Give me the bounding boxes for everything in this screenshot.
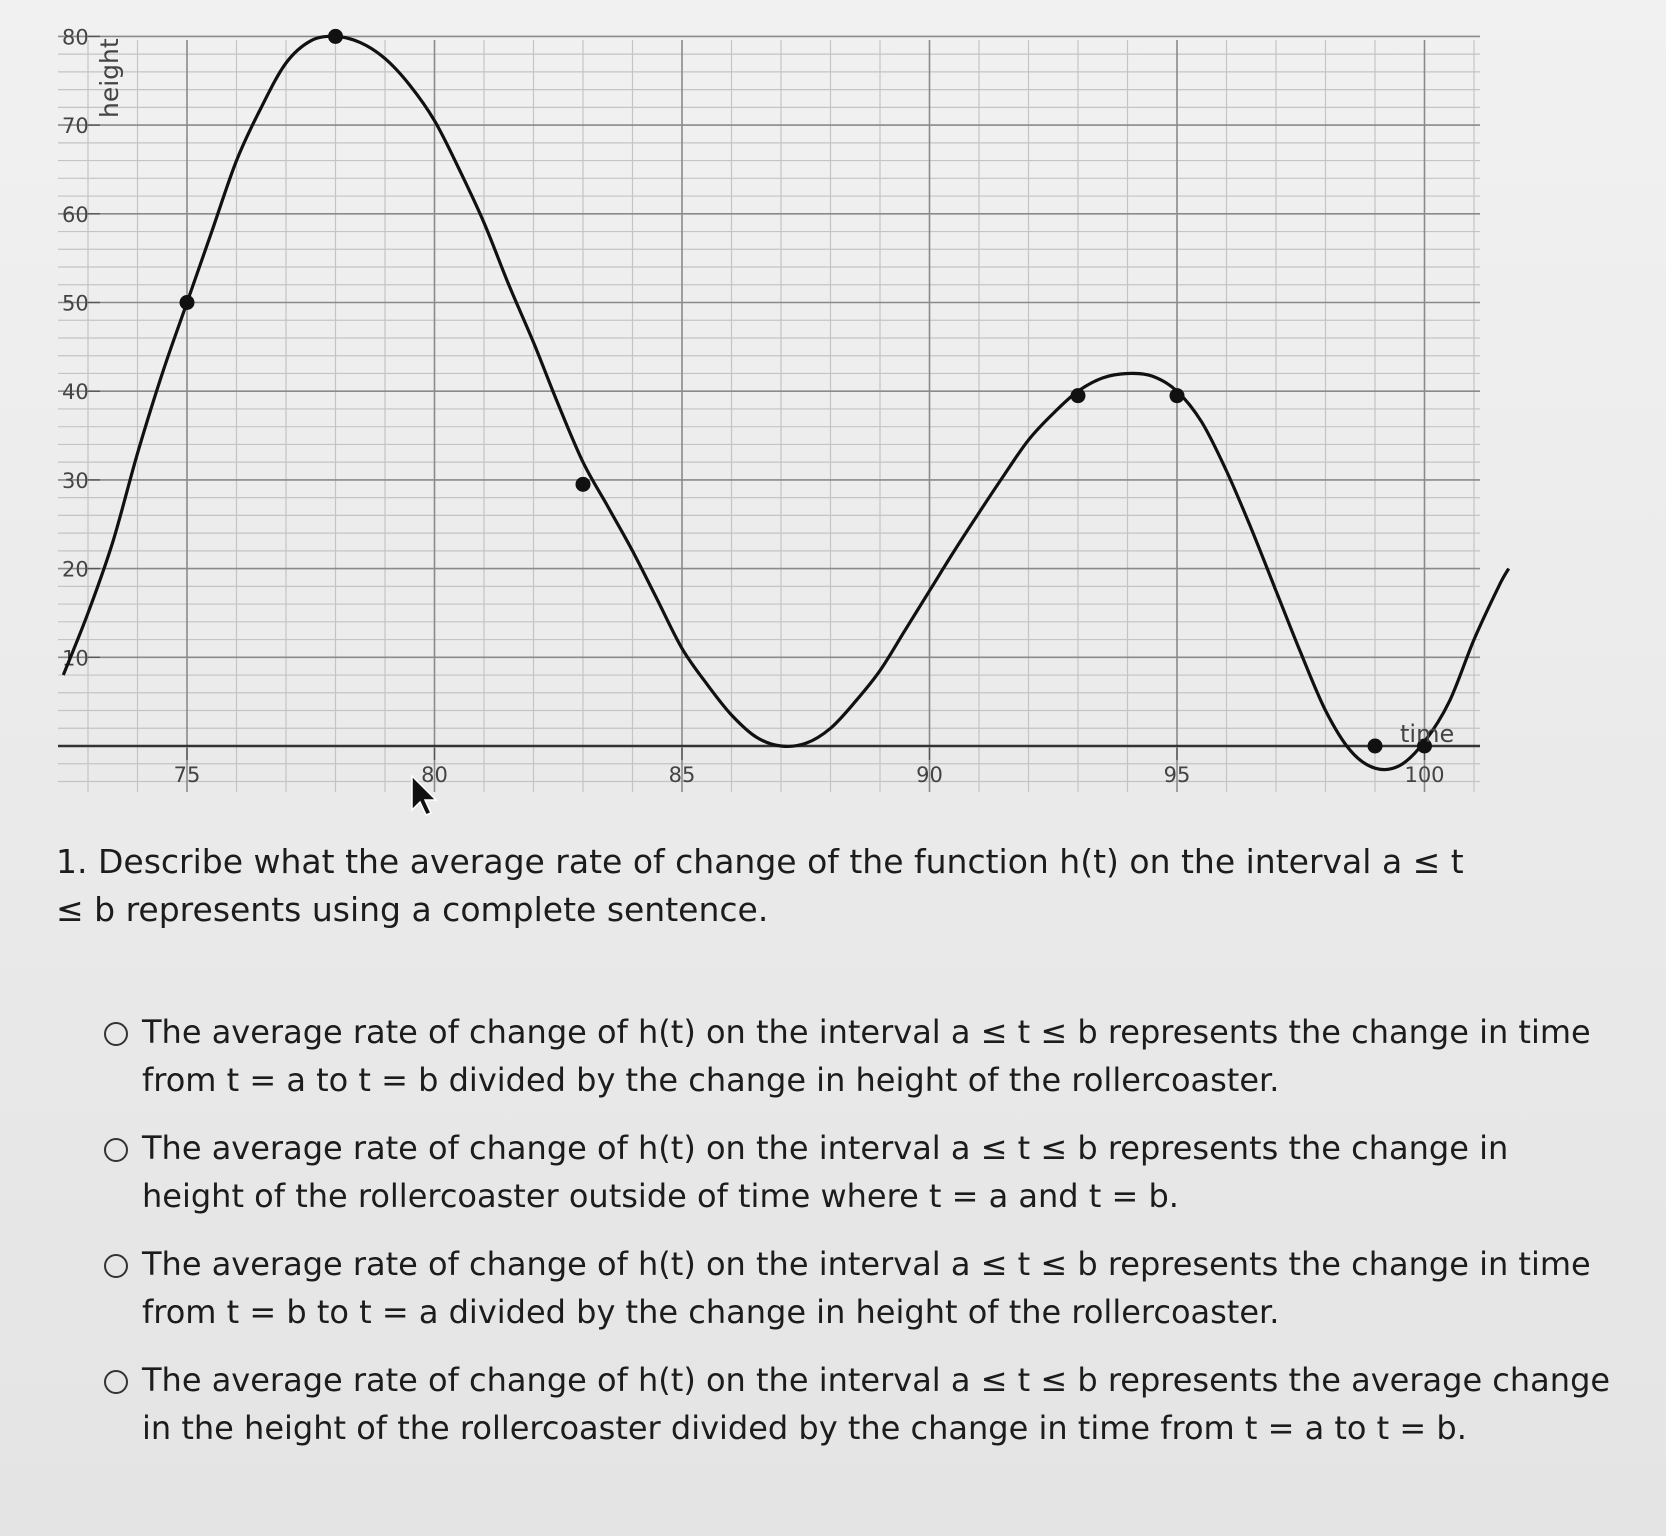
y-tick-label: 30 [62,468,89,493]
answer-option-1[interactable] [100,1008,1620,1104]
tick-labels [62,25,1445,787]
question-number: 1. [56,842,88,881]
answer-option-text: The average rate of change of h(t) on the interval a ≤ t ≤ b represents the change in height of the rollercoaster outside of time where t = a and t = b. [142,1129,1509,1215]
radio-button-icon[interactable] [104,1022,128,1046]
question-1 [56,838,1496,934]
minor-gridlines [58,40,1480,792]
radio-button-icon[interactable] [104,1254,128,1278]
answer-option-3[interactable] [100,1240,1620,1336]
x-tick-label: 75 [173,763,201,787]
x-tick-label: 90 [916,763,943,787]
answer-option-4[interactable] [100,1356,1620,1452]
data-point [1071,388,1086,403]
answer-option-text: The average rate of change of h(t) on the interval a ≤ t ≤ b represents the average change in the height of the rollercoaster divided by the change in time from t = a to t = b. [142,1361,1611,1447]
question-text: Describe what the average rate of change of the function h(t) on the interval a ≤ t ≤ b represents using a complete sentence. [56,842,1464,929]
radio-button-icon[interactable] [104,1370,128,1394]
data-point [1368,739,1383,754]
y-tick-label: 60 [62,202,89,227]
major-gridlines [58,36,1480,792]
x-tick-label: 100 [1404,763,1445,787]
x-tick-label: 85 [668,763,696,787]
x-axis-label: time [1400,720,1455,748]
data-point [1170,388,1185,403]
radio-button-icon[interactable] [104,1138,128,1162]
answer-option-text: The average rate of change of h(t) on the interval a ≤ t ≤ b represents the change in time from t = b to t = a divided by the change in height of the rollercoaster. [142,1245,1591,1331]
y-tick-label: 80 [62,25,89,50]
y-tick-label: 10 [62,646,89,671]
y-tick-label: 20 [62,557,89,582]
y-axis-label: height [95,38,124,118]
height-curve [63,36,1508,769]
y-tick-label: 40 [62,380,89,405]
answer-options [100,1008,1620,1472]
answer-option-text: The average rate of change of h(t) on the interval a ≤ t ≤ b represents the change in time from t = a to t = b divided by the change in height of the rollercoaster. [142,1013,1591,1099]
data-point [576,477,591,492]
answer-option-2[interactable] [100,1124,1620,1220]
x-tick-label: 80 [421,763,448,787]
data-point [180,295,195,310]
data-point [328,29,343,44]
x-tick-label: 95 [1163,763,1191,787]
y-tick-label: 50 [62,291,89,316]
y-tick-label: 70 [62,114,89,139]
